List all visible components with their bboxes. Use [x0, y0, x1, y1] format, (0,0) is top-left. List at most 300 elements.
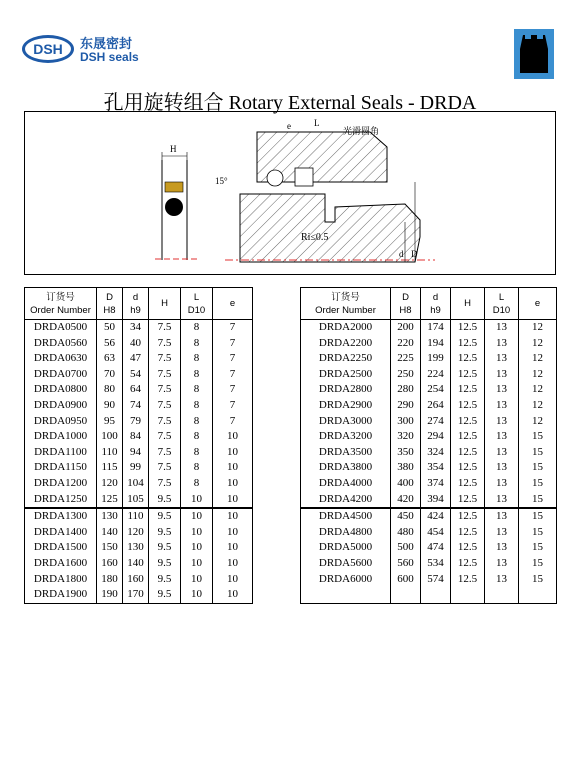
- table-cell: 150: [97, 540, 123, 556]
- table-cell: 8: [181, 336, 213, 352]
- table-cell: 12.5: [451, 460, 485, 476]
- table-cell: 54: [123, 367, 149, 383]
- table-cell: 15: [519, 508, 557, 525]
- table-cell: 350: [391, 445, 421, 461]
- column-header-label: 订货号: [46, 291, 75, 303]
- table-cell: 13: [485, 460, 519, 476]
- table-cell: 130: [123, 540, 149, 556]
- table-cell: 10: [213, 572, 253, 588]
- table-cell: 10: [213, 445, 253, 461]
- table-cell: 160: [97, 556, 123, 572]
- table-cell: 7.5: [149, 320, 181, 336]
- table-row: [25, 351, 253, 367]
- column-header-label: e: [534, 298, 541, 309]
- table-cell: 12: [519, 351, 557, 367]
- column-header-sublabel: h9: [430, 304, 441, 316]
- table-cell: 7.5: [149, 414, 181, 430]
- column-header: [421, 288, 451, 320]
- column-header: [519, 288, 557, 320]
- housing-section: [215, 118, 435, 262]
- column-header-sublabel: h9: [130, 304, 141, 316]
- table-cell: 264: [421, 398, 451, 414]
- table-cell: [451, 587, 485, 603]
- table-cell: 400: [391, 476, 421, 492]
- table-cell: 13: [485, 398, 519, 414]
- table-cell: 47: [123, 351, 149, 367]
- table-row: [25, 587, 253, 603]
- table-row: [301, 476, 557, 492]
- table-cell: 125: [97, 492, 123, 509]
- table-cell: 12.5: [451, 398, 485, 414]
- table-cell: 280: [391, 382, 421, 398]
- table-cell: 15: [519, 429, 557, 445]
- table-cell: 104: [123, 476, 149, 492]
- table-cell: 324: [421, 445, 451, 461]
- table-cell: DRDA2250: [301, 351, 391, 367]
- table-cell: 12.5: [451, 336, 485, 352]
- table-cell: 10: [213, 508, 253, 525]
- table-cell: 13: [485, 367, 519, 383]
- table-cell: 12.5: [451, 367, 485, 383]
- column-header: [97, 288, 123, 320]
- column-header-sublabel: H8: [399, 304, 412, 316]
- table-cell: DRDA2800: [301, 382, 391, 398]
- table-cell: 12.5: [451, 540, 485, 556]
- table-cell: 380: [391, 460, 421, 476]
- table-cell: DRDA1150: [25, 460, 97, 476]
- label-angle: 15°: [215, 176, 228, 186]
- table-cell: 8: [181, 320, 213, 336]
- table-cell: 15: [519, 556, 557, 572]
- table-cell: 140: [123, 556, 149, 572]
- table-cell: 50: [97, 320, 123, 336]
- table-cell: 84: [123, 429, 149, 445]
- table-cell: 13: [485, 336, 519, 352]
- table-cell: DRDA5600: [301, 556, 391, 572]
- table-cell: DRDA1200: [25, 476, 97, 492]
- table-cell: 8: [181, 445, 213, 461]
- table-cell: 10: [213, 429, 253, 445]
- logo-text: DSH: [33, 41, 63, 57]
- table-cell: 12: [519, 398, 557, 414]
- table-cell: DRDA0500: [25, 320, 97, 336]
- table-cell: 225: [391, 351, 421, 367]
- column-header-label: D: [402, 291, 409, 303]
- table-row: [301, 414, 557, 430]
- label-ri: Ri≤0.5: [301, 232, 329, 243]
- table-cell: DRDA4800: [301, 525, 391, 541]
- column-header: [391, 288, 421, 320]
- table-cell: 13: [485, 320, 519, 336]
- table-cell: 170: [123, 587, 149, 603]
- table-cell: 12.5: [451, 351, 485, 367]
- table-cell: 100: [97, 429, 123, 445]
- label-d: d: [399, 249, 404, 259]
- table-row: [301, 351, 557, 367]
- table-cell: 254: [421, 382, 451, 398]
- page-title: 孔用旋转组合 Rotary External Seals - DRDA: [103, 92, 477, 114]
- label-smooth-fillet: 光滑圆角: [343, 127, 380, 137]
- column-header-sublabel: H8: [103, 304, 116, 316]
- table-cell: 8: [181, 460, 213, 476]
- table-cell: 224: [421, 367, 451, 383]
- table-row: [301, 367, 557, 383]
- table-cell: 560: [391, 556, 421, 572]
- table-cell: 424: [421, 508, 451, 525]
- table-cell: 105: [123, 492, 149, 509]
- company-name-en: DSH seals: [80, 50, 139, 64]
- table-cell: 12: [519, 367, 557, 383]
- drawing-svg: [25, 112, 555, 274]
- table-cell: 8: [181, 382, 213, 398]
- table-cell: 13: [485, 540, 519, 556]
- table-row: [301, 556, 557, 572]
- table-cell: DRDA1000: [25, 429, 97, 445]
- table-cell: 300: [391, 414, 421, 430]
- table-cell: 10: [181, 508, 213, 525]
- table-cell: 10: [213, 540, 253, 556]
- column-header-sublabel: D10: [492, 304, 511, 316]
- table-cell: DRDA1800: [25, 572, 97, 588]
- table-cell: 9.5: [149, 556, 181, 572]
- table-row: [301, 508, 557, 525]
- table-cell: 7: [213, 398, 253, 414]
- table-cell: [421, 587, 451, 603]
- table-cell: DRDA2200: [301, 336, 391, 352]
- table-cell: 9.5: [149, 540, 181, 556]
- table-row: [25, 320, 253, 336]
- order-table-right: [300, 287, 557, 604]
- table-row: [25, 525, 253, 541]
- table-row: [301, 492, 557, 509]
- order-table-left: [24, 287, 253, 604]
- table-cell: DRDA2500: [301, 367, 391, 383]
- table-cell: 534: [421, 556, 451, 572]
- table-cell: 10: [181, 556, 213, 572]
- table-cell: DRDA4200: [301, 492, 391, 509]
- table-cell: 7.5: [149, 351, 181, 367]
- table-cell: 500: [391, 540, 421, 556]
- table-cell: 7: [213, 367, 253, 383]
- table-cell: 10: [181, 492, 213, 509]
- column-header-label: e: [229, 298, 236, 309]
- table-cell: 15: [519, 540, 557, 556]
- column-header-label: d: [432, 291, 439, 303]
- table-cell: 574: [421, 572, 451, 588]
- table-cell: 10: [213, 492, 253, 509]
- table-cell: 15: [519, 460, 557, 476]
- table-cell: 12: [519, 414, 557, 430]
- table-cell: 40: [123, 336, 149, 352]
- table-row: [25, 336, 253, 352]
- table-cell: 220: [391, 336, 421, 352]
- table-cell: 160: [123, 572, 149, 588]
- table-cell: 9.5: [149, 525, 181, 541]
- table-cell: 7.5: [149, 476, 181, 492]
- table-header-row: [25, 288, 253, 320]
- table-cell: [391, 587, 421, 603]
- table-cell: 10: [213, 556, 253, 572]
- table-cell: 7: [213, 351, 253, 367]
- table-cell: 7: [213, 414, 253, 430]
- table-cell: 7.5: [149, 398, 181, 414]
- table-cell: 12: [519, 320, 557, 336]
- table-cell: 63: [97, 351, 123, 367]
- table-cell: 15: [519, 445, 557, 461]
- column-header-sublabel: D10: [187, 304, 206, 316]
- table-cell: 12.5: [451, 414, 485, 430]
- table-cell: 110: [97, 445, 123, 461]
- column-header-label: D: [106, 291, 113, 303]
- column-header: [25, 288, 97, 320]
- table-row: [301, 525, 557, 541]
- table-cell: DRDA3200: [301, 429, 391, 445]
- column-header: [149, 288, 181, 320]
- table-row: [301, 382, 557, 398]
- table-cell: 8: [181, 398, 213, 414]
- table-cell: 13: [485, 572, 519, 588]
- table-row: [301, 445, 557, 461]
- table-cell: 94: [123, 445, 149, 461]
- table-cell: 10: [213, 460, 253, 476]
- table-cell: DRDA1900: [25, 587, 97, 603]
- table-row: [301, 320, 557, 336]
- table-cell: [301, 587, 391, 603]
- table-cell: 7.5: [149, 382, 181, 398]
- table-cell: 120: [123, 525, 149, 541]
- table-cell: DRDA3800: [301, 460, 391, 476]
- column-header: [181, 288, 213, 320]
- table-cell: 454: [421, 525, 451, 541]
- table-cell: 8: [181, 476, 213, 492]
- label-H: H: [170, 144, 177, 154]
- table-cell: 12.5: [451, 508, 485, 525]
- table-row: [25, 414, 253, 430]
- table-row: [25, 572, 253, 588]
- column-header-label: L: [193, 291, 200, 303]
- table-cell: 34: [123, 320, 149, 336]
- table-row: [25, 382, 253, 398]
- table-cell: 474: [421, 540, 451, 556]
- table-cell: 194: [421, 336, 451, 352]
- table-cell: DRDA0950: [25, 414, 97, 430]
- table-row: [301, 398, 557, 414]
- table-cell: 7.5: [149, 445, 181, 461]
- column-header-sublabel: Order Number: [315, 304, 376, 316]
- table-cell: 10: [213, 525, 253, 541]
- table-cell: DRDA1500: [25, 540, 97, 556]
- table-row: [301, 429, 557, 445]
- table-cell: DRDA1250: [25, 492, 97, 509]
- column-header-label: d: [132, 291, 139, 303]
- table-cell: 95: [97, 414, 123, 430]
- table-cell: 294: [421, 429, 451, 445]
- table-row: [25, 367, 253, 383]
- logo-mark: [22, 35, 74, 63]
- table-cell: 8: [181, 414, 213, 430]
- table-cell: DRDA4500: [301, 508, 391, 525]
- column-header-label: H: [161, 298, 168, 309]
- table-cell: 7.5: [149, 460, 181, 476]
- table-cell: 70: [97, 367, 123, 383]
- table-cell: 10: [181, 572, 213, 588]
- column-header: [123, 288, 149, 320]
- table-cell: 12.5: [451, 429, 485, 445]
- table-row: [25, 398, 253, 414]
- table-cell: 394: [421, 492, 451, 509]
- label-D: D: [411, 249, 418, 259]
- table-row: [25, 460, 253, 476]
- table-cell: DRDA1400: [25, 525, 97, 541]
- table-cell: 10: [181, 540, 213, 556]
- table-cell: DRDA0900: [25, 398, 97, 414]
- table-cell: DRDA6000: [301, 572, 391, 588]
- table-cell: 130: [97, 508, 123, 525]
- table-cell: 7.5: [149, 336, 181, 352]
- table-cell: 13: [485, 508, 519, 525]
- table-cell: [519, 587, 557, 603]
- table-cell: 13: [485, 525, 519, 541]
- table-cell: 8: [181, 351, 213, 367]
- table-cell: 199: [421, 351, 451, 367]
- table-row: [301, 336, 557, 352]
- table-cell: 13: [485, 492, 519, 509]
- table-cell: 8: [181, 429, 213, 445]
- table-body-right: [301, 320, 557, 604]
- table-cell: 13: [485, 414, 519, 430]
- table-row: [25, 445, 253, 461]
- table-row: [25, 540, 253, 556]
- table-cell: 13: [485, 556, 519, 572]
- column-header-sublabel: Order Number: [30, 304, 91, 316]
- table-cell: 420: [391, 492, 421, 509]
- table-cell: DRDA1100: [25, 445, 97, 461]
- table-cell: 9.5: [149, 492, 181, 509]
- table-cell: 374: [421, 476, 451, 492]
- table-row: [25, 508, 253, 525]
- table-cell: DRDA0800: [25, 382, 97, 398]
- table-body-left: [25, 320, 253, 604]
- table-cell: 12.5: [451, 445, 485, 461]
- table-cell: 15: [519, 492, 557, 509]
- table-cell: 450: [391, 508, 421, 525]
- table-cell: 13: [485, 351, 519, 367]
- table-cell: 12.5: [451, 320, 485, 336]
- table-cell: 12: [519, 336, 557, 352]
- table-cell: DRDA4000: [301, 476, 391, 492]
- table-cell: 12.5: [451, 476, 485, 492]
- table-cell: 15: [519, 572, 557, 588]
- table-row: [25, 492, 253, 509]
- table-cell: 13: [485, 382, 519, 398]
- column-header: [451, 288, 485, 320]
- table-cell: 12.5: [451, 556, 485, 572]
- table-cell: 10: [181, 587, 213, 603]
- table-cell: 9.5: [149, 587, 181, 603]
- company-logo: [22, 33, 172, 67]
- table-cell: 110: [123, 508, 149, 525]
- column-header: [213, 288, 253, 320]
- table-cell: 8: [181, 367, 213, 383]
- table-cell: 190: [97, 587, 123, 603]
- table-cell: 12.5: [451, 525, 485, 541]
- table-row: [301, 587, 557, 603]
- table-row: [25, 556, 253, 572]
- table-row: [301, 540, 557, 556]
- table-cell: 7: [213, 336, 253, 352]
- table-cell: 15: [519, 525, 557, 541]
- table-cell: 13: [485, 429, 519, 445]
- table-cell: 80: [97, 382, 123, 398]
- table-cell: 290: [391, 398, 421, 414]
- table-cell: 99: [123, 460, 149, 476]
- table-cell: DRDA0630: [25, 351, 97, 367]
- table-cell: 10: [181, 525, 213, 541]
- table-cell: 56: [97, 336, 123, 352]
- table-row: [301, 572, 557, 588]
- table-row: [301, 460, 557, 476]
- column-header-label: H: [464, 298, 471, 309]
- table-cell: 140: [97, 525, 123, 541]
- company-name-cn: 东晟密封: [80, 37, 133, 52]
- table-cell: 120: [97, 476, 123, 492]
- table-cell: 180: [97, 572, 123, 588]
- table-cell: DRDA0700: [25, 367, 97, 383]
- table-row: [25, 476, 253, 492]
- table-cell: DRDA5000: [301, 540, 391, 556]
- label-e: e: [287, 121, 291, 131]
- table-cell: DRDA3000: [301, 414, 391, 430]
- table-cell: 7: [213, 320, 253, 336]
- seal-profile-icon: [514, 29, 554, 79]
- table-cell: 9.5: [149, 508, 181, 525]
- column-header: [485, 288, 519, 320]
- table-header-row: [301, 288, 557, 320]
- table-cell: 9.5: [149, 572, 181, 588]
- table-cell: DRDA2900: [301, 398, 391, 414]
- technical-drawing: [24, 111, 556, 275]
- seal-section: [155, 144, 200, 260]
- table-cell: 320: [391, 429, 421, 445]
- table-row: [25, 429, 253, 445]
- table-cell: 480: [391, 525, 421, 541]
- table-cell: 354: [421, 460, 451, 476]
- table-cell: 250: [391, 367, 421, 383]
- table-cell: 174: [421, 320, 451, 336]
- table-cell: 12.5: [451, 492, 485, 509]
- table-cell: 10: [213, 587, 253, 603]
- table-cell: DRDA1300: [25, 508, 97, 525]
- column-header: [301, 288, 391, 320]
- label-L: L: [314, 118, 320, 128]
- table-cell: 15: [519, 476, 557, 492]
- table-cell: 90: [97, 398, 123, 414]
- table-cell: 7.5: [149, 429, 181, 445]
- table-cell: [485, 587, 519, 603]
- table-cell: 10: [213, 476, 253, 492]
- column-header-label: L: [498, 291, 505, 303]
- table-cell: 74: [123, 398, 149, 414]
- column-header-label: 订货号: [331, 291, 360, 303]
- table-cell: DRDA2000: [301, 320, 391, 336]
- table-cell: 200: [391, 320, 421, 336]
- table-cell: 64: [123, 382, 149, 398]
- table-cell: 13: [485, 445, 519, 461]
- table-cell: 13: [485, 476, 519, 492]
- table-cell: 600: [391, 572, 421, 588]
- table-cell: DRDA3500: [301, 445, 391, 461]
- table-cell: 7: [213, 382, 253, 398]
